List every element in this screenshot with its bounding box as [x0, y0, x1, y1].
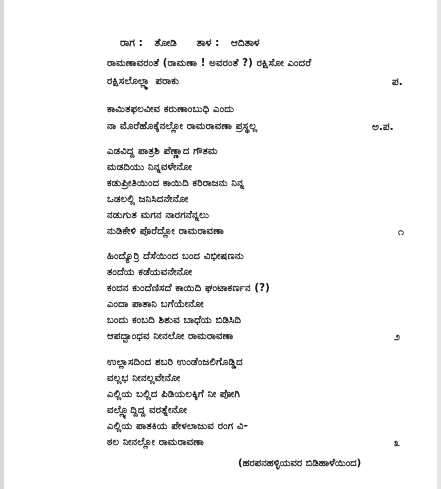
stanza3-line-4: ವಲ್ಲ್ಯೊದ್ದಿದ್ದ ವರತ್ನೇನೋ	[107, 405, 188, 416]
stanza2-line-2: ತಂದೆಯ ಕಡೆಯವನೇನೋ	[107, 267, 193, 278]
stanza1-line-2: ಮಡದಿಯು ನಿನ್ನವಳೇನೋ	[107, 162, 193, 173]
stanza2-line-4: ಎಂದಾ ಪಾತಾನಿ ಬಗೆಯೇನೋ	[107, 299, 204, 310]
raga-value: ತೋಡಿ	[154, 37, 177, 49]
stanza1-number: ೧	[398, 226, 404, 238]
anupallavi-line-1: ಕಾಮಿತಫಲವೀವ ಕರುಣಾಂಬುಧಿ ಎಂದು	[107, 104, 235, 115]
stanza1-line-5: ನಡುಗುತ ಮಗನ ನಾರಗನೆನ್ನಲು	[107, 210, 210, 221]
page-edge-right	[437, 0, 441, 489]
raga-label: ರಾಗ :	[120, 37, 143, 49]
pallavi-marker: ಪ.	[392, 76, 403, 88]
raga-tala-header	[120, 37, 268, 50]
source-note: (ಹರಪನಹಳ್ಳಿಯವರ ಬಿಡಿಹಾಳೆಯಿಂದ)	[238, 458, 362, 469]
stanza3-line-2: ವಲ್ಲಭ ನೀನಲ್ಲವೇನೋ	[107, 373, 181, 384]
anupallavi-marker: ಅ.ಪ.	[372, 121, 394, 133]
stanza3-number: ೩	[394, 437, 400, 449]
stanza3-line-5: ಎಲ್ಲಿಯ ಪಾತಕಿಯ ಪೇಳಲಾಜುವ ರಂಗ ವಿ-	[107, 421, 248, 432]
pallavi-line-1: ರಾಮಣಾವರಂತೆ (ರಾಮಣಾ ! ಅವರಂತೆ ?) ರಕ್ಷಿಸೋ ಎಂದರೆ	[107, 58, 312, 69]
stanza2-number: ೨	[394, 331, 400, 343]
stanza1-line-6: ನುಡಿಕೇಳಿ ಪೊರೆದ್ಲೋ ರಾಮರಾವಣಾ	[107, 226, 224, 237]
stanza2-line-3: ಕಂದನ ಕುಂದೆಣಿಸದೆ ಕಾಯಿದಿ ಘಂಟಾಕರ್ಣನ (?)	[107, 283, 270, 294]
stanza3-line-3: ಎಲ್ಲಿಯ ಬಲ್ಲಿದ ಪಿಡಿಯಲಕ್ಕಿಗೆ ನೀ ಪೋಗಿ	[107, 389, 241, 400]
stanza1-line-1: ಎಡವಿದ್ದ ಪಾತ್ರಶಿ ಪೆಣ್ಣಾದ ಗೌತಮ	[107, 146, 218, 157]
stanza3-line-1: ಉಲ್ಲಾಸದಿಂದ ಶಬರಿ ಉಂಡೆಂಜಲಿಗೊಡ್ಡಿದ	[107, 357, 243, 368]
anupallavi-line-2: ನಾ ಮೊರೆಹೊಕ್ಕೆನಲ್ಲೋ ರಾಮರಾವಣಾ ಪ್ರಸ್ಥಲ್ಲ	[107, 121, 258, 132]
stanza2-line-6: ಆಪದ್ಬಾಂಧವ ನೀನಲೋ ರಾಮರಾವಣಾ	[107, 331, 234, 342]
tala-label: ತಾಳ :	[196, 37, 220, 49]
page-edge-left	[0, 0, 4, 489]
stanza1-line-4: ಒಡಲಲ್ಲಿ ಜನಿಸಿದನೇನೋ	[107, 194, 189, 205]
stanza3-line-6: ಠಲ ನೀನಲ್ಲೋ ರಾಮರಾವಣಾ	[107, 437, 205, 448]
pallavi-line-2: ರಕ್ಷಿಸಲೊಲ್ಲ್ಮಾ ಪರಾಕು	[107, 76, 180, 87]
stanza2-line-1: ಹಿಂದ್ಯೊರ್ರಿ ದೆಸೆಯಿಂದ ಬಂದ ವಿಭೀಷಣನು	[107, 251, 244, 262]
stanza2-line-5: ಬಂದು ಕಂಬದಿ ಶಿಶುವ ಬಾಧೆಯ ಬಿಡಿಸಿದಿ	[107, 315, 242, 326]
stanza1-line-3: ಕಡುಪ್ರೀತಿಯಿಂದ ಕಾಯಿದಿ ಕರಿರಾಜನು ನಿನ್ನ	[107, 178, 245, 189]
tala-value: ಆದಿತಾಳ	[230, 37, 260, 49]
